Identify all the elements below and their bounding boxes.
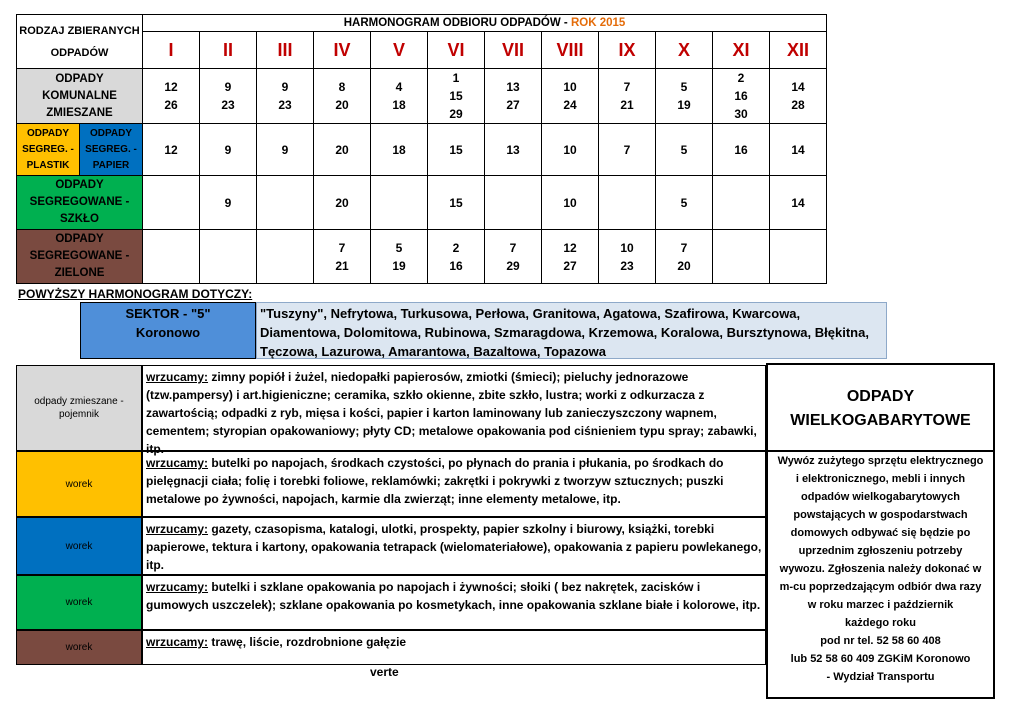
pickup-day: 14 (791, 142, 805, 157)
sector-box (80, 302, 256, 359)
container-label: worek (65, 478, 93, 490)
date-cell (314, 124, 371, 176)
date-cell (428, 176, 485, 230)
bin-color-swatch (16, 517, 142, 575)
month-header: I (143, 32, 200, 69)
date-cell (428, 69, 485, 124)
date-cell (371, 230, 428, 284)
schedule-year: ROK 2015 (570, 17, 626, 29)
container-label: worek (65, 642, 93, 653)
pickup-day: 5 (395, 240, 403, 255)
pickup-day: 10 (563, 142, 577, 157)
pickup-day: 20 (335, 142, 349, 157)
pickup-day: 7 (623, 80, 631, 94)
pickup-day: 7 (338, 240, 346, 255)
accepted-text: butelki po napojach, środkach czystości, po płynach do prania i płukania, po środkach do pielęgnacji ciała; folię i torebki foliowe, reklamówki; zakrętki i pokrywki z tworzyw sztucznych; puszki metalowe po żywności, napojach, karmie dla zwierząt; inne elementy metalowe, itp. (146, 456, 724, 506)
pickup-day: 9 (281, 80, 289, 94)
date-cell (143, 124, 200, 176)
pickup-day: 28 (791, 98, 805, 112)
pickup-day: 7 (623, 142, 631, 157)
pickup-day: 13 (506, 80, 520, 94)
pickup-day: 29 (449, 107, 463, 121)
accepted-items (142, 517, 766, 575)
month-header: X (656, 32, 713, 69)
month-header: IX (599, 32, 656, 69)
pickup-day: 8 (338, 80, 346, 94)
accepted-text: gazety, czasopisma, katalogi, ulotki, prospekty, papier szkolny i biurowy, książki, torebki papierowe, tektura i kartony, opakowania tetrapack (wielomateriałowe), opakowania z papieru powlekanego, itp. (146, 522, 762, 572)
accepted-lead: wrzucamy: (146, 370, 209, 384)
accepted-items (142, 575, 766, 630)
pickup-day: 5 (680, 80, 688, 94)
month-header: VIII (542, 32, 599, 69)
pickup-day: 15 (449, 195, 463, 210)
pickup-day: 10 (563, 80, 577, 94)
container-label: worek (65, 597, 93, 608)
bulky-info-line: w roku marzec i październik (807, 599, 954, 611)
accepted-items (142, 365, 766, 456)
pickup-day: 15 (449, 89, 463, 103)
pickup-day: 15 (449, 142, 463, 157)
date-cell (428, 124, 485, 176)
month-header: IV (314, 32, 371, 69)
accepted-text: butelki i szklane opakowania po napojach i żywności; słoiki ( bez nakrętek, zacisków i gumowych uszczelek); szklane opakowania po kosmetykach, inne opakowania szklane białe i kolorowe, itp. (146, 580, 761, 612)
pickup-day: 12 (164, 80, 178, 94)
date-cell (656, 69, 713, 124)
date-cell (656, 176, 713, 230)
date-cell (371, 69, 428, 124)
date-cell (143, 176, 200, 230)
bulky-info-line: Wywóz zużytego sprzętu elektrycznego (777, 455, 984, 467)
pickup-day: 16 (449, 258, 463, 273)
row-label-green: ODPADY SEGREGOWANE - ZIELONE (17, 230, 143, 284)
month-header: XII (770, 32, 827, 69)
pickup-day: 23 (278, 98, 292, 112)
pickup-day: 1 (452, 71, 460, 85)
date-cell (314, 230, 371, 284)
date-cell (143, 230, 200, 284)
pickup-day: 21 (620, 98, 634, 112)
pickup-day: 16 (734, 89, 748, 103)
pickup-day: 14 (791, 195, 805, 210)
pickup-day: 29 (506, 258, 520, 273)
schedule-title: HARMONOGRAM ODBIORU ODPADÓW - ROK 2015 (143, 15, 827, 32)
date-cell (770, 176, 827, 230)
pickup-day: 13 (506, 142, 520, 157)
date-cell (485, 124, 542, 176)
schedule-table (16, 14, 827, 284)
month-header: XI (713, 32, 770, 69)
pickup-day: 7 (509, 240, 517, 255)
date-cell (713, 230, 770, 284)
pickup-day: 7 (680, 240, 688, 255)
date-cell (542, 230, 599, 284)
accepted-text: zimny popiół i żużel, niedopałki papierosów, zmiotki (śmieci); pieluchy jednorazowe (tzw.pampersy) i art.higieniczne; ceramika, szkło okienne, zbite szkło, lustra; worki z odkurzacza z zawartością; odpadki z ryb, mięsa i kości, papier i karton laminowany lub zanieczyszczony wapnem, cementem; styropian opakowaniowy; płyty CD; metalowe opakowania pod ciśnieniem typu spray; zabawki, itp. (146, 370, 757, 456)
pickup-day: 26 (164, 98, 178, 112)
pickup-day: 23 (620, 258, 634, 273)
date-cell (257, 124, 314, 176)
date-cell (314, 176, 371, 230)
month-header: VI (428, 32, 485, 69)
pickup-day: 20 (335, 98, 349, 112)
month-header: V (371, 32, 428, 69)
bulky-waste-title: ODPADY WIELKOGABARYTOWE (766, 363, 995, 452)
pickup-day: 5 (680, 142, 688, 157)
date-cell (371, 124, 428, 176)
row-label-paper: ODPADY SEGREG. - PAPIER (80, 124, 143, 176)
pickup-day: 9 (224, 80, 232, 94)
row-label-mixed: ODPADY KOMUNALNE ZMIESZANE (17, 69, 143, 124)
accepted-items (142, 451, 766, 517)
pickup-day: 2 (737, 71, 745, 85)
date-cell (770, 230, 827, 284)
accepted-lead: wrzucamy: (146, 580, 209, 594)
date-cell (770, 69, 827, 124)
pickup-day: 9 (224, 142, 232, 157)
bin-color-swatch (16, 575, 142, 630)
bin-color-swatch (16, 451, 142, 517)
pickup-day: 9 (224, 195, 232, 210)
pickup-day: 30 (734, 107, 748, 121)
accepted-lead: wrzucamy: (146, 456, 209, 470)
accepted-text: trawę, liście, rozdrobnione gałęzie (211, 635, 407, 649)
row-label-glass: ODPADY SEGREGOWANE - SZKŁO (17, 176, 143, 230)
date-cell (542, 124, 599, 176)
date-cell (542, 69, 599, 124)
date-cell (485, 69, 542, 124)
date-cell (200, 230, 257, 284)
applies-label: POWYŻSZY HARMONOGRAM DOTYCZY: (18, 287, 253, 301)
pickup-day: 16 (734, 142, 748, 157)
pickup-day: 9 (281, 142, 289, 157)
bulky-info-line: domowych odbywać się będzie po (790, 527, 971, 539)
date-cell (257, 69, 314, 124)
pickup-day: 2 (452, 240, 460, 255)
bin-color-swatch (16, 365, 142, 451)
row-label-plastic: ODPADY SEGREG. - PLASTIK (17, 124, 80, 176)
bulky-info-line: lub 52 58 60 409 ZGKiM Koronowo (790, 653, 971, 665)
bulky-info-line: uprzednim zgłoszeniu potrzeby (798, 545, 963, 557)
pickup-day: 23 (221, 98, 235, 112)
date-cell (599, 176, 656, 230)
pickup-day: 19 (677, 98, 691, 112)
date-cell (428, 230, 485, 284)
container-label: worek (65, 540, 93, 552)
waste-type-header: RODZAJ ZBIERANYCH ODPADÓW (17, 15, 143, 69)
date-cell (257, 230, 314, 284)
date-cell (314, 69, 371, 124)
pickup-day: 10 (563, 195, 577, 210)
date-cell (200, 124, 257, 176)
pickup-day: 20 (677, 258, 691, 273)
date-cell (371, 176, 428, 230)
date-cell (599, 230, 656, 284)
pickup-day: 4 (395, 80, 403, 94)
date-cell (542, 176, 599, 230)
bulky-info-line: wywozu. Zgłoszenia należy dokonać w (779, 563, 982, 575)
pickup-day: 27 (506, 98, 520, 112)
date-cell (200, 69, 257, 124)
pickup-day: 18 (392, 98, 406, 112)
container-label: odpady zmieszane - pojemnik (34, 396, 124, 420)
bulky-info-line: i elektronicznego, mebli i innych (795, 473, 966, 485)
date-cell (713, 124, 770, 176)
pickup-day: 19 (392, 258, 406, 273)
month-header: VII (485, 32, 542, 69)
bulky-info-line: odpadów wielkogabarytowych (801, 491, 960, 503)
streets-list: "Tuszyny", Nefrytowa, Turkusowa, Perłowa, Granitowa, Agatowa, Szafirowa, Kwarcowa, Diamentowa, Dolomitowa, Rubinowa, Szmaragdowa, Krzemowa, Koralowa, Bursztynowa, Błękitna, Tęczowa, Lazurowa, Amarantowa, Bazaltowa, Topazowa (256, 302, 887, 359)
month-header: III (257, 32, 314, 69)
date-cell (656, 230, 713, 284)
date-cell (713, 69, 770, 124)
date-cell (485, 176, 542, 230)
date-cell (599, 69, 656, 124)
bulky-info-line: m-cu poprzedzającym odbiór dwa razy (779, 581, 982, 593)
pickup-day: 14 (791, 80, 805, 94)
bulky-waste-info (766, 452, 995, 699)
date-cell (656, 124, 713, 176)
accepted-lead: wrzucamy: (146, 635, 209, 649)
bulky-info-line: powstających w gospodarstwach (793, 509, 968, 521)
date-cell (257, 176, 314, 230)
pickup-day: 20 (335, 195, 349, 210)
bin-color-swatch (16, 630, 142, 665)
bulky-info-line: pod nr tel. 52 58 60 408 (820, 635, 941, 647)
pickup-day: 24 (563, 98, 577, 112)
date-cell (200, 176, 257, 230)
pickup-day: 5 (680, 195, 688, 210)
date-cell (713, 176, 770, 230)
pickup-day: 10 (620, 240, 634, 255)
bulky-info-line: - Wydział Transportu (826, 671, 935, 683)
pickup-day: 12 (563, 240, 577, 255)
date-cell (599, 124, 656, 176)
accepted-lead: wrzucamy: (146, 522, 209, 536)
month-header: II (200, 32, 257, 69)
pickup-day: 21 (335, 258, 349, 273)
verte-note: verte (370, 665, 399, 679)
sector-name: SEKTOR - "5" (125, 306, 211, 321)
pickup-day: 18 (392, 142, 406, 157)
pickup-day: 12 (164, 142, 178, 157)
date-cell (485, 230, 542, 284)
accepted-items (142, 630, 766, 665)
pickup-day: 27 (563, 258, 577, 273)
bulky-info-line: każdego roku (845, 617, 916, 629)
sector-town: Koronowo (135, 325, 201, 340)
date-cell (143, 69, 200, 124)
date-cell (770, 124, 827, 176)
